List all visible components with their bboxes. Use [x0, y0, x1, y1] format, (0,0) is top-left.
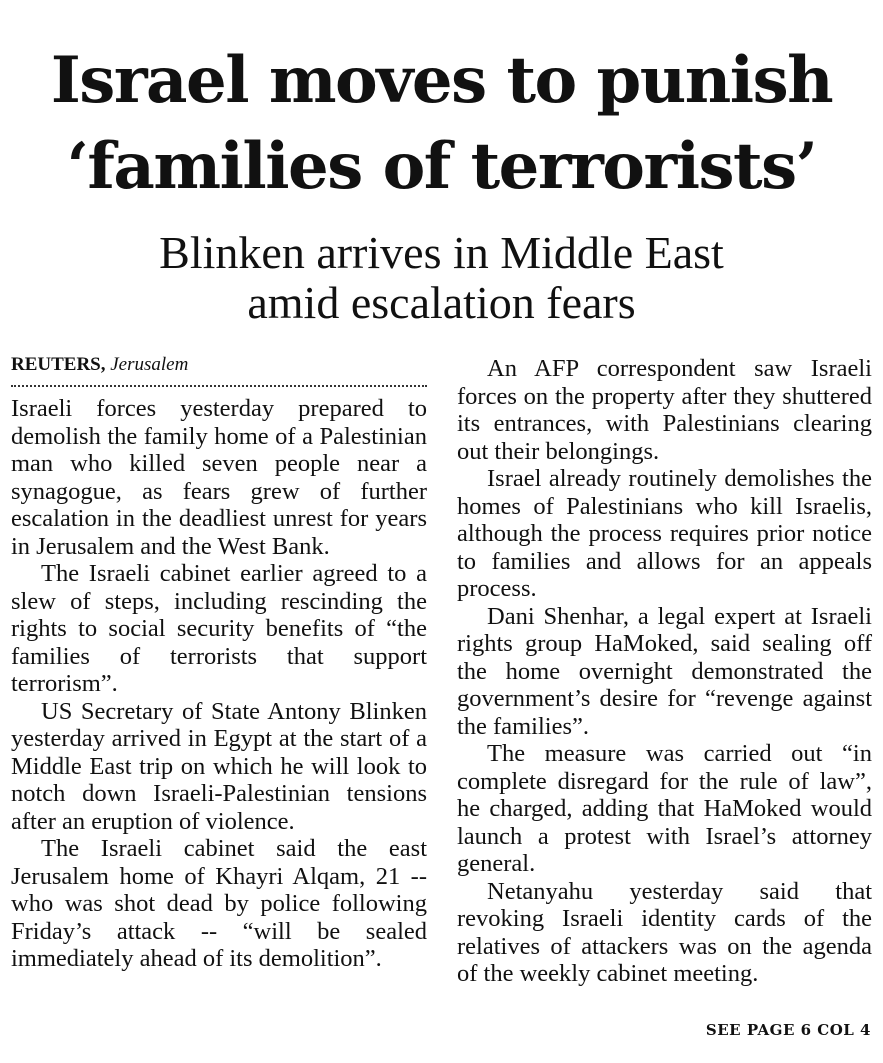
- paragraph: US Secretary of State Antony Blinken yesterday arrived in Egypt at the start of a Middle East trip on which he will look to notch down Israeli-Palestinian tensions after an eruption of violence.: [11, 697, 427, 835]
- paragraph: The Israeli cabinet said the east Jerusalem home of Khayri Alqam, 21 -- who was shot dead by police following Friday’s attack -- “will be sealed immediately ahead of its demolition”.: [11, 835, 427, 972]
- paragraph: Israeli forces yesterday prepared to demolish the family home of a Palestinian man who killed seven people near a synagogue, as fears grew of further escalation in the deadliest unrest for years in Jerusalem and the West Bank.: [11, 395, 427, 560]
- continuation-note: SEE PAGE 6 COL 4: [705, 1021, 871, 1039]
- subheadline: [0, 228, 883, 328]
- headline: [0, 38, 883, 210]
- subheadline-line-1: Blinken arrives in Middle East: [159, 227, 724, 278]
- byline: [11, 352, 427, 381]
- paragraph: Dani Shenhar, a legal expert at Israeli rights group HaMoked, said sealing off the home overnight demonstrated the government’s desire for “revenge against the families”.: [457, 602, 872, 740]
- paragraph: The measure was carried out “in complete disregard for the rule of law”, he charged, adding that HaMoked would launch a protest with Israel’s attorney general.: [457, 740, 872, 877]
- dotted-divider: [11, 385, 427, 387]
- paragraph: An AFP correspondent saw Israeli forces on the property after they shuttered its entrances, with Palestinians clearing out their belongings.: [457, 355, 872, 465]
- headline-line-2: ‘families of terrorists’: [66, 129, 817, 204]
- byline-source: REUTERS,: [11, 354, 106, 375]
- article-column-right: [457, 355, 872, 988]
- paragraph: Israel already routinely demolishes the homes of Palestinians who kill Israelis, although the process requires prior notice to families and allows for an appeals process.: [457, 465, 872, 602]
- byline-location: Jerusalem: [110, 354, 189, 375]
- subheadline-line-2: amid escalation fears: [247, 277, 636, 328]
- paragraph: The Israeli cabinet earlier agreed to a slew of steps, including rescinding the rights to social security benefits of “the families of terrorists that support terrorism”.: [11, 560, 427, 697]
- headline-line-1: Israel moves to punish: [50, 43, 833, 118]
- article-column-left: [11, 352, 427, 973]
- paragraph: Netanyahu yesterday said that revoking Israeli identity cards of the relatives of attackers was on the agenda of the weekly cabinet meeting.: [457, 877, 872, 987]
